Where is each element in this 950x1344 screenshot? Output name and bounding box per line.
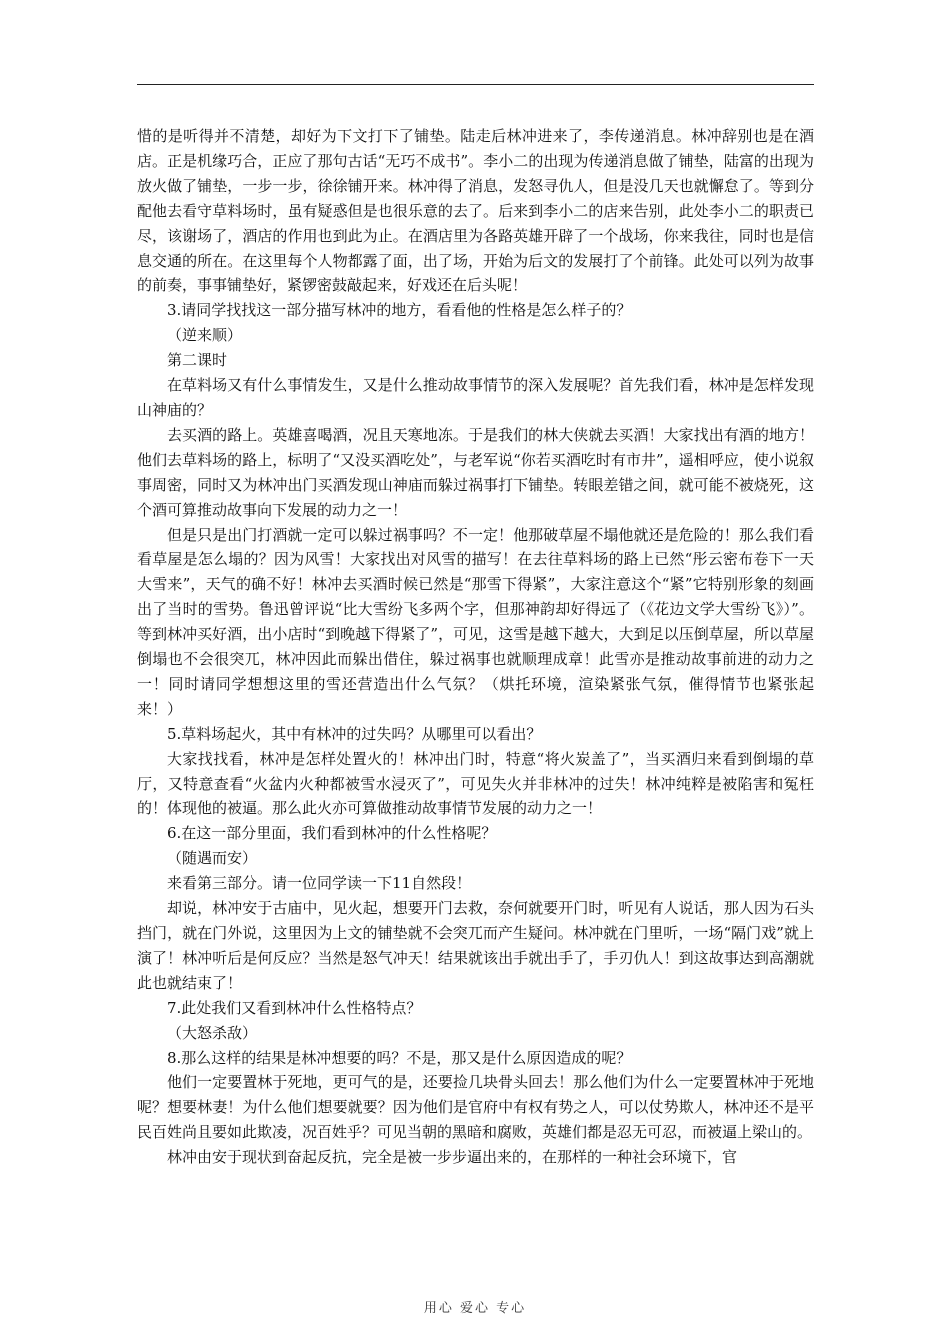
paragraph: 第二课时 (167, 351, 228, 370)
paragraph: 6.在这一部分里面，我们看到林冲的什么性格呢？ (167, 824, 497, 843)
page-footer: 用心 爱心 专心 (423, 1301, 527, 1316)
header-rule (137, 84, 814, 85)
paragraph: 却说，林冲安于古庙中，见火起，想要开门去救，奈何就要开门时，听见有人说话，那人因为石头挡门，就在门外说，这里因为上文的铺垫就不会突兀而产生疑问。林冲就在门里听，一场“隔门戏”就上演了！林冲听后是何反应？当然是怒气冲天！结果就该出手就出手了，手刃仇人！到这故事达到高潮就此也就结束了！ (137, 899, 814, 992)
paragraph: 去买酒的路上。英雄喜喝酒，况且天寒地冻。于是我们的林大侠就去买酒！大家找出有酒的地方！他们去草料场的路上，标明了“又没买酒吃处”，与老军说“你若买酒吃时有市井”，遥相呼应，使小说叙事周密，同时又为林冲出门买酒发现山神庙而躲过祸事打下铺垫。转眼差错之间，就可能不被烧死，这个酒可算推动故事向下发展的动力之一！ (137, 425, 814, 519)
paragraph: （逆来顺） (167, 326, 243, 345)
paragraph: （大怒杀敌） (167, 1023, 258, 1042)
paragraph: 他们一定要置林于死地，更可气的是，还要捡几块骨头回去！那么他们为什么一定要置林冲于死地呢？想要林妻！为什么他们想要就要？因为他们是官府中有权有势之人，可以仗势欺人，林冲还不是平民百姓尚且要如此欺凌，况百姓乎？可见当朝的黑暗和腐败，英雄们都是忍无可忍，而被逼上梁山的。 (137, 1073, 814, 1142)
paragraph: （随遇而安） (167, 849, 258, 868)
paragraph: 但是只是出门打酒就一定可以躲过祸事吗？不一定！他那破草屋不塌他就还是危险的！那么我们看看草屋是怎么塌的？因为风雪！大家找出对风雪的描写！在去往草料场的路上已然“彤云密布卷下一天大雪来”，天气的确不好！林冲去买酒时候已然是“那雪下得紧”，大家注意这个“紧”它特别形象的刻画出了当时的雪势。鲁迅曾评说“比大雪纷飞多两个字，但那神韵却好得远了（《花边文学大雪纷飞》）”。等到林冲买好酒，出小店时“到晚越下得紧了”，可见，这雪是越下越大，大到足以压倒草屋，所以草屋倒塌也不会很突兀，林冲因此而躲出借住，躲过祸事也就顺理成章！此雪亦是推动故事前进的动力之一！同时请同学想想这里的雪还营造出什么气氛？（烘托环境，渲染紧张气氛，催得情节也紧张起来！） (137, 525, 814, 718)
paragraph: 在草料场又有什么事情发生，又是什么推动故事情节的深入发展呢？首先我们看，林冲是怎样发现山神庙的？ (137, 376, 814, 419)
paragraph: 大家找找看，林冲是怎样处置火的！林冲出门时，特意“将火炭盖了”，当买酒归来看到倒塌的草厅，又特意查看“火盆内火种都被雪水浸灭了”，可见失火并非林冲的过失！林冲纯粹是被陷害和冤枉的！体现他的被逼。那么此火亦可算做推动故事情节发展的动力之一！ (137, 749, 814, 818)
paragraph: 林冲由安于现状到奋起反抗，完全是被一步步逼出来的，在那样的一种社会环境下，官 (167, 1148, 738, 1167)
paragraph: 3.请同学找找这一部分描写林冲的地方，看看他的性格是怎么样子的？ (167, 301, 632, 320)
paragraph: 7.此处我们又看到林冲什么性格特点？ (167, 998, 422, 1017)
paragraph: 5.草料场起火，其中有林冲的过失吗？从哪里可以看出？ (167, 724, 542, 743)
paragraph: 来看第三部分。请一位同学读一下11自然段！ (167, 874, 472, 893)
paragraph: 8.那么这样的结果是林冲想要的吗？不是，那又是什么原因造成的呢？ (167, 1048, 632, 1067)
body-text (137, 124, 814, 1170)
paragraph: 惜的是听得并不清楚，却好为下文打下了铺垫。陆走后林冲进来了，李传递消息。林冲辞别也是在酒店。正是机缘巧合，正应了那句古话“无巧不成书”。李小二的出现为传递消息做了铺垫，陆富的出现为放火做了铺垫，一步一步，徐徐铺开来。林冲得了消息，发怒寻仇人，但是没几天也就懈怠了。等到分配他去看守草料场时，虽有疑惑但是也很乐意的去了。后来到李小二的店来告别，此处李小二的职责已尽，该谢场了，酒店的作用也到此为止。在酒店里为各路英雄开辟了一个战场，你来我往，同时也是信息交通的所在。在这里每个人物都露了面，出了场，开始为后文的发展打了个前锋。此处可以列为故事的前奏，事事铺垫好，紧锣密鼓敲起来，好戏还在后头呢！ (137, 127, 814, 295)
